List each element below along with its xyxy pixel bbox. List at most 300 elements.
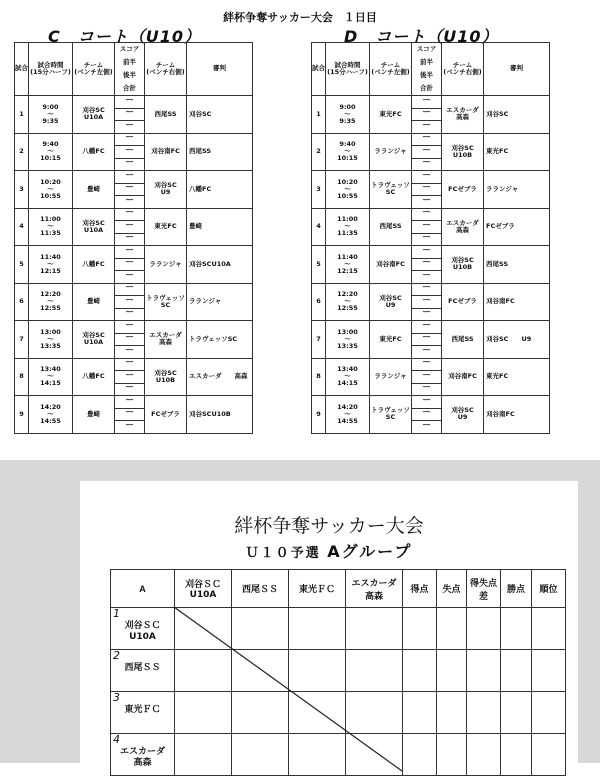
schedule-title: 絆杯争奪サッカー大会 １日目: [223, 11, 377, 24]
header-time: [29, 43, 73, 96]
match-time: [326, 208, 370, 246]
match-time: [29, 96, 73, 134]
team-left: [73, 208, 115, 246]
score-total: －: [412, 383, 441, 396]
result-cell: [532, 650, 566, 692]
header-team-right-label: チーム: [452, 60, 473, 69]
time-tilde: ～: [47, 222, 54, 231]
result-cell: [175, 734, 232, 776]
score-box: [115, 96, 144, 133]
time-start: 9:40: [339, 140, 356, 149]
referee: FCゼブラ: [484, 208, 550, 246]
team-right-name: FCゼブラ: [448, 297, 477, 306]
time-end: 10:55: [40, 191, 61, 200]
header-score-label: 後半: [420, 71, 433, 79]
score-half2: －: [412, 108, 441, 121]
team-left-name: 刈谷SC: [379, 293, 402, 302]
score-total: －: [115, 383, 144, 396]
match-row: [15, 321, 253, 359]
team-right: [145, 171, 187, 209]
team-right: [442, 96, 484, 134]
team-name-line: U10A: [129, 632, 156, 643]
score-box: [115, 359, 144, 396]
group-table: [110, 569, 566, 776]
time-end: 10:15: [40, 154, 61, 163]
score-half1: －: [124, 133, 134, 144]
team-right: [145, 246, 187, 284]
team-left-name: 西尾SS: [379, 222, 402, 231]
header-time-label: (15分ハーフ): [30, 68, 71, 76]
time-start: 13:00: [40, 327, 61, 336]
team-label-cell: [111, 692, 175, 734]
stat-header: 順位: [532, 570, 566, 608]
score-half1: －: [421, 358, 431, 369]
team-right-name: SC: [160, 300, 171, 309]
group-header-row: [111, 570, 566, 608]
header-score-label: 後半: [123, 71, 136, 79]
subtitle-group: Aグループ: [327, 542, 413, 561]
score-half2: －: [115, 370, 144, 383]
team-name-line: エスカーダ: [119, 747, 165, 757]
team-right-name: 刈谷南FC: [151, 147, 180, 156]
score-box: [115, 284, 144, 321]
time-end: 12:15: [40, 266, 61, 275]
team-left-name: SC: [385, 188, 396, 197]
time-end: 13:35: [40, 341, 61, 350]
score-half1: －: [124, 358, 134, 369]
score-box: [412, 359, 441, 396]
team-left: [370, 133, 412, 171]
time-tilde: ～: [47, 409, 54, 418]
time-tilde: ～: [47, 372, 54, 381]
score-box: [412, 209, 441, 246]
score-half2: －: [412, 258, 441, 271]
time-tilde: ～: [344, 372, 351, 381]
header-time-label: (15分ハーフ): [327, 68, 368, 76]
match-number: 6: [15, 283, 29, 321]
team-left: [73, 321, 115, 359]
score-half1: －: [421, 320, 431, 331]
result-cell: [467, 608, 501, 650]
score-half2: －: [115, 183, 144, 196]
match-number: 4: [312, 208, 326, 246]
score-half2: －: [412, 370, 441, 383]
team-left: [370, 246, 412, 284]
score-half2: －: [412, 333, 441, 346]
team-right: [442, 171, 484, 209]
court-schedule-table: [14, 42, 253, 434]
match-number: 1: [15, 96, 29, 134]
court-schedule-table: [311, 42, 550, 434]
referee: 刈谷SCU10B: [187, 396, 253, 434]
match-number: 2: [15, 133, 29, 171]
team-right: [442, 133, 484, 171]
team-left: [73, 246, 115, 284]
team-right: [145, 133, 187, 171]
score-cell: [412, 396, 442, 434]
result-cell: [437, 692, 467, 734]
referee: ラランジャ: [484, 171, 550, 209]
stat-header: 得点: [403, 570, 437, 608]
stat-header: 勝点: [501, 570, 532, 608]
time-end: 10:55: [337, 191, 358, 200]
group-letter: A: [111, 570, 175, 608]
score-cell: [412, 246, 442, 284]
match-row: [312, 246, 550, 284]
match-time: [29, 283, 73, 321]
time-end: 12:15: [337, 266, 358, 275]
opponent-header: [346, 570, 403, 608]
score-cell: [412, 171, 442, 209]
team-number: 1: [113, 607, 120, 620]
match-time: [326, 133, 370, 171]
time-start: 9:00: [339, 102, 356, 111]
group-team-row: [111, 608, 566, 650]
score-half1: －: [421, 395, 431, 406]
team-name: [111, 621, 174, 644]
header-match-label: 試合: [15, 64, 28, 73]
result-cell: [175, 692, 232, 734]
header-match-label: 試合: [312, 64, 325, 73]
result-cell: [467, 692, 501, 734]
team-left-name: 豊崎: [87, 409, 100, 418]
team-right: [145, 283, 187, 321]
group-team-row: [111, 692, 566, 734]
team-left: [370, 208, 412, 246]
team-left-name: 東光FC: [379, 109, 402, 118]
result-cell: [175, 650, 232, 692]
score-box: [115, 134, 144, 171]
header-time-label: 試合時間: [334, 60, 361, 69]
referee: 刈谷SCU10A: [187, 246, 253, 284]
team-right: [442, 283, 484, 321]
team-name-line: 東光ＦＣ: [124, 705, 161, 715]
stat-header: 得失点差: [467, 570, 501, 608]
match-time: [29, 358, 73, 396]
result-cell: [532, 692, 566, 734]
score-half1: －: [124, 95, 134, 106]
team-name-line: 高森: [133, 758, 152, 769]
match-row: [15, 358, 253, 396]
header-referee: [187, 43, 253, 96]
score-half2: －: [115, 408, 144, 421]
opponent-name: U10A: [189, 590, 217, 600]
opponent-name: 刈谷ＳＣ: [184, 580, 221, 590]
score-half1: －: [124, 283, 134, 294]
header-team-left: [370, 43, 412, 96]
time-start: 13:40: [40, 365, 61, 374]
score-total: －: [412, 195, 441, 208]
time-end: 14:55: [337, 416, 358, 425]
match-time: [29, 208, 73, 246]
time-start: 11:40: [40, 252, 61, 261]
team-right: [442, 321, 484, 359]
score-cell: [115, 321, 145, 359]
time-start: 11:00: [40, 215, 61, 224]
match-number: 7: [15, 321, 29, 359]
score-cell: [412, 96, 442, 134]
team-left: [73, 133, 115, 171]
time-end: 10:15: [337, 154, 358, 163]
time-tilde: ～: [47, 259, 54, 268]
referee: 豊崎: [187, 208, 253, 246]
team-right: [145, 96, 187, 134]
team-left-name: 刈谷南FC: [376, 259, 405, 268]
score-half1: －: [421, 95, 431, 106]
time-tilde: ～: [344, 184, 351, 193]
team-right-name: U9: [160, 188, 171, 197]
header-team-right: [442, 43, 484, 96]
time-start: 13:00: [337, 327, 358, 336]
match-time: [326, 96, 370, 134]
match-number: 9: [15, 396, 29, 434]
score-total: －: [115, 158, 144, 171]
result-cell: [437, 608, 467, 650]
opponent-name: 高森: [364, 591, 383, 602]
team-label-cell: [111, 734, 175, 776]
header-score-label: スコア: [119, 45, 140, 53]
team-right: [145, 321, 187, 359]
score-total: －: [412, 308, 441, 321]
team-right: [145, 208, 187, 246]
group-team-row: [111, 650, 566, 692]
team-label-cell: [111, 650, 175, 692]
match-row: [15, 208, 253, 246]
score-cell: [412, 208, 442, 246]
time-start: 9:40: [42, 140, 59, 149]
header-score-label: スコア: [416, 45, 437, 53]
match-number: 1: [312, 96, 326, 134]
score-total: －: [412, 120, 441, 133]
score-half2: －: [115, 108, 144, 121]
team-right-name: トラヴェッソ: [146, 293, 185, 302]
stat-header: 失点: [437, 570, 467, 608]
score-box: [412, 321, 441, 358]
team-number: 3: [113, 691, 120, 704]
match-row: [312, 396, 550, 434]
match-row: [312, 133, 550, 171]
header-score: [412, 43, 442, 96]
score-half1: －: [124, 170, 134, 181]
result-cell: [289, 608, 346, 650]
score-box: [412, 246, 441, 283]
team-left-name: ラランジャ: [374, 147, 407, 156]
result-cell: [232, 734, 289, 776]
referee: 八幡FC: [187, 171, 253, 209]
result-cell: [346, 734, 403, 776]
team-left-name: 刈谷SC: [82, 218, 105, 227]
result-cell: [403, 650, 437, 692]
opponent-header: [232, 570, 289, 608]
result-cell: [501, 608, 532, 650]
score-cell: [115, 358, 145, 396]
header-team-right-label: (ベンチ右側): [146, 68, 185, 76]
team-label: [111, 734, 174, 775]
header-team-left: [73, 43, 115, 96]
group-page: [80, 481, 578, 769]
match-number: 6: [312, 283, 326, 321]
team-right-name: エスカーダ: [149, 331, 182, 340]
team-right: [145, 396, 187, 434]
score-cell: [115, 246, 145, 284]
score-cell: [115, 208, 145, 246]
score-half1: －: [124, 208, 134, 219]
result-cell: [346, 650, 403, 692]
header-time-label: 試合時間: [37, 60, 64, 69]
time-tilde: ～: [344, 334, 351, 343]
team-right-name: FCゼブラ: [151, 409, 180, 418]
team-label-cell: [111, 608, 175, 650]
header-team-right-label: チーム: [155, 60, 176, 69]
match-row: [312, 171, 550, 209]
score-box: [412, 134, 441, 171]
score-box: [115, 321, 144, 358]
team-label: [111, 650, 174, 691]
time-end: 12:55: [40, 304, 61, 313]
team-right-name: エスカーダ: [446, 106, 479, 115]
time-end: 9:35: [339, 116, 356, 125]
team-left-name: 豊崎: [87, 184, 100, 193]
team-right: [145, 358, 187, 396]
match-row: [15, 96, 253, 134]
team-right-name: エスカーダ: [446, 218, 479, 227]
team-left-name: 刈谷SC: [82, 106, 105, 115]
header-time: [326, 43, 370, 96]
team-left-name: U10A: [83, 113, 104, 122]
team-right-name: 西尾SS: [154, 109, 177, 118]
time-tilde: ～: [47, 184, 54, 193]
result-cell: [403, 608, 437, 650]
match-number: 5: [312, 246, 326, 284]
score-cell: [115, 171, 145, 209]
time-end: 14:15: [40, 379, 61, 388]
header-team-right-label: (ベンチ右側): [443, 68, 482, 76]
score-total: －: [412, 270, 441, 283]
match-number: 9: [312, 396, 326, 434]
score-half1: －: [421, 170, 431, 181]
team-right-name: U9: [457, 413, 468, 422]
team-right-name: 刈谷SC: [451, 143, 474, 152]
header-team-right: [145, 43, 187, 96]
score-total: －: [115, 195, 144, 208]
opponent-header: [289, 570, 346, 608]
header-score-label: 合計: [420, 84, 433, 92]
match-row: [312, 96, 550, 134]
result-cell: [289, 734, 346, 776]
score-half1: －: [124, 395, 134, 406]
team-left: [370, 358, 412, 396]
result-cell: [501, 734, 532, 776]
score-total: －: [412, 345, 441, 358]
team-left-name: 八幡FC: [82, 147, 105, 156]
result-cell: [346, 692, 403, 734]
match-time: [29, 321, 73, 359]
result-cell: [501, 692, 532, 734]
score-total: －: [115, 345, 144, 358]
match-number: 3: [312, 171, 326, 209]
score-half2: －: [115, 258, 144, 271]
header-referee: [484, 43, 550, 96]
result-cell: [467, 650, 501, 692]
referee: 刈谷SC U9: [484, 321, 550, 359]
match-number: 7: [312, 321, 326, 359]
result-cell: [346, 608, 403, 650]
score-half2: －: [115, 295, 144, 308]
score-box: [412, 171, 441, 208]
match-number: 5: [15, 246, 29, 284]
time-tilde: ～: [344, 259, 351, 268]
time-tilde: ～: [344, 222, 351, 231]
team-left: [73, 96, 115, 134]
team-left: [370, 96, 412, 134]
score-total: －: [115, 308, 144, 321]
match-time: [326, 283, 370, 321]
header-match: [312, 43, 326, 96]
result-cell: [289, 692, 346, 734]
header-team-left-label: チーム: [380, 60, 401, 69]
score-total: －: [412, 158, 441, 171]
team-left: [73, 396, 115, 434]
match-number: 8: [15, 358, 29, 396]
team-right-name: 刈谷SC: [154, 368, 177, 377]
time-end: 9:35: [42, 116, 59, 125]
team-left-name: U10A: [83, 225, 104, 234]
time-tilde: ～: [344, 147, 351, 156]
time-tilde: ～: [47, 334, 54, 343]
team-right-name: 刈谷SC: [451, 406, 474, 415]
result-cell: [532, 608, 566, 650]
opponent-name: 西尾ＳＳ: [241, 585, 278, 595]
score-half1: －: [421, 208, 431, 219]
score-half1: －: [421, 245, 431, 256]
score-half1: －: [421, 283, 431, 294]
referee: エスカーダ 高森: [187, 358, 253, 396]
score-total: －: [115, 270, 144, 283]
referee: ラランジャ: [187, 283, 253, 321]
score-cell: [412, 358, 442, 396]
score-total: －: [115, 420, 144, 433]
team-left: [73, 283, 115, 321]
score-cell: [115, 396, 145, 434]
header-score-label: 前半: [123, 58, 136, 66]
score-total: －: [412, 233, 441, 246]
group-team-row: [111, 734, 566, 776]
result-cell: [403, 734, 437, 776]
team-left: [370, 171, 412, 209]
match-row: [15, 283, 253, 321]
team-left-name: トラヴェッソ: [371, 181, 410, 190]
team-right: [442, 396, 484, 434]
result-cell: [289, 650, 346, 692]
score-total: －: [115, 233, 144, 246]
team-left-name: U10A: [83, 338, 104, 347]
result-cell: [437, 734, 467, 776]
score-box: [115, 246, 144, 283]
team-right: [442, 208, 484, 246]
team-name: [111, 705, 174, 716]
team-right-name: 高森: [456, 225, 469, 234]
match-time: [29, 133, 73, 171]
match-time: [326, 171, 370, 209]
score-half2: －: [115, 145, 144, 158]
result-cell: [467, 734, 501, 776]
team-right: [442, 246, 484, 284]
referee: 刈谷SC: [484, 96, 550, 134]
referee: トラヴェッソSC: [187, 321, 253, 359]
opponent-name: エスカーダ: [351, 578, 397, 589]
header-score: [115, 43, 145, 96]
team-right-name: U10B: [452, 263, 473, 272]
